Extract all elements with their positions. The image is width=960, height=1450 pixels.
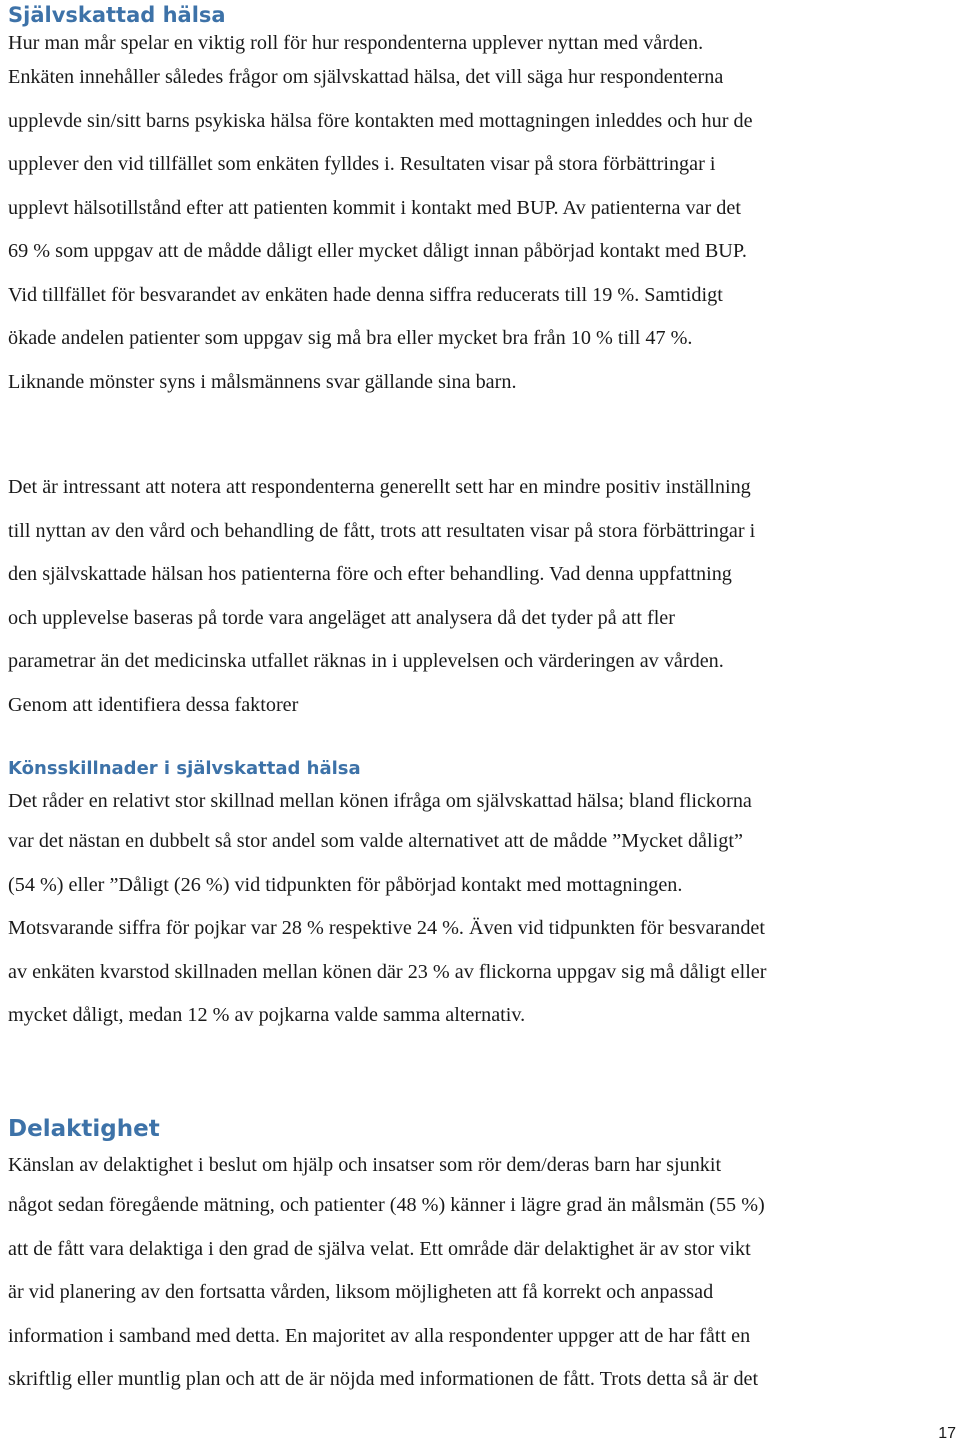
paragraph-line: ökade andelen patienter som uppgav sig må bra eller mycket bra från 10 % till 47 %. bbox=[8, 327, 693, 349]
paragraph-line: Vid tillfället för besvarandet av enkäten hade denna siffra reducerats till 19 %. Samtidigt bbox=[8, 283, 723, 306]
heading-gender-differences: Könsskillnader i självskattad hälsa bbox=[8, 758, 361, 779]
paragraph-line: den självskattade hälsan hos patienterna före och efter behandling. Vad denna uppfattning bbox=[8, 563, 732, 585]
heading-self-rated-health: Självskattad hälsa bbox=[8, 3, 226, 27]
paragraph-line: upplevt hälsotillstånd efter att patienten kommit i kontakt med BUP. Av patienterna var det bbox=[8, 196, 741, 219]
paragraph-line: var det nästan en dubbelt så stor andel som valde alternativet att de mådde ”Mycket dåligt” bbox=[8, 830, 743, 852]
paragraph-line: mycket dåligt, medan 12 % av pojkarna valde samma alternativ. bbox=[8, 1004, 526, 1026]
paragraph-line: upplever den vid tillfället som enkäten fylldes i. Resultaten visar på stora förbättringar i bbox=[8, 153, 716, 175]
paragraph-line: Det är intressant att notera att respondenterna generellt sett har en mindre positiv inställning bbox=[8, 476, 751, 498]
paragraph-line: Känslan av delaktighet i beslut om hjälp och insatser som rör dem/deras barn har sjunkit bbox=[8, 1154, 722, 1176]
section-participation bbox=[8, 1112, 952, 1402]
paragraph-line: något sedan föregående mätning, och patienter (48 %) känner i lägre grad än målsmän (55 %) bbox=[8, 1194, 765, 1216]
paragraph-interest-note bbox=[8, 466, 952, 727]
paragraph-line: skriftlig eller muntlig plan och att de är nöjda med informationen de fått. Trots detta så är det bbox=[8, 1368, 759, 1390]
paragraph-self-rated-health bbox=[8, 56, 952, 404]
paragraph-line: Det råder en relativt stor skillnad mellan könen ifråga om självskattad hälsa; bland flickorna bbox=[8, 790, 752, 812]
paragraph-line: parametrar än det medicinska utfallet räknas in i upplevelsen och värderingen av vården. bbox=[8, 650, 724, 672]
heading-participation: Delaktighet bbox=[8, 1116, 160, 1142]
section-self-rated-health bbox=[8, 0, 952, 404]
paragraph-line: att de fått vara delaktiga i den grad de själva velat. Ett område där delaktighet är av stor vikt bbox=[8, 1237, 751, 1260]
paragraph-line: och upplevelse baseras på torde vara angeläget att analysera då det tyder på att fler bbox=[8, 606, 675, 629]
paragraph-line: av enkäten kvarstod skillnaden mellan könen där 23 % av flickorna uppgav sig må dåligt eller bbox=[8, 960, 767, 983]
section-gender-differences bbox=[8, 756, 952, 1038]
paragraph-line: Genom att identifiera dessa faktorer bbox=[8, 693, 299, 716]
paragraph-line: Motsvarande siffra för pojkar var 28 % respektive 24 %. Även vid tidpunkten för besvarandet bbox=[8, 917, 765, 939]
paragraph-line: till nyttan av den vård och behandling de fått, trots att resultaten visar på stora förbättringar i bbox=[8, 519, 756, 542]
paragraph-line: (54 %) eller ”Dåligt (26 %) vid tidpunkten för påbörjad kontakt med mottagningen. bbox=[8, 873, 683, 896]
paragraph-line: är vid planering av den fortsatta vården, liksom möjligheten att få korrekt och anpassad bbox=[8, 1281, 714, 1303]
paragraph-line: upplevde sin/sitt barns psykiska hälsa före kontakten med mottagningen inleddes och hur de bbox=[8, 109, 753, 132]
paragraph-line: Liknande mönster syns i målsmännens svar gällande sina barn. bbox=[8, 370, 517, 393]
paragraph-line: information i samband med detta. En majoritet av alla respondenter uppger att de har fått en bbox=[8, 1324, 751, 1347]
paragraph-line: Enkäten innehåller således frågor om självskattad hälsa, det vill säga hur respondenterna bbox=[8, 66, 724, 88]
page-number: 17 bbox=[938, 1425, 956, 1442]
paragraph-line: Hur man mår spelar en viktig roll för hur respondenterna upplever nyttan med vården. bbox=[8, 32, 704, 54]
paragraph-line: 69 % som uppgav att de mådde dåligt eller mycket dåligt innan påbörjad kontakt med BUP. bbox=[8, 240, 747, 262]
